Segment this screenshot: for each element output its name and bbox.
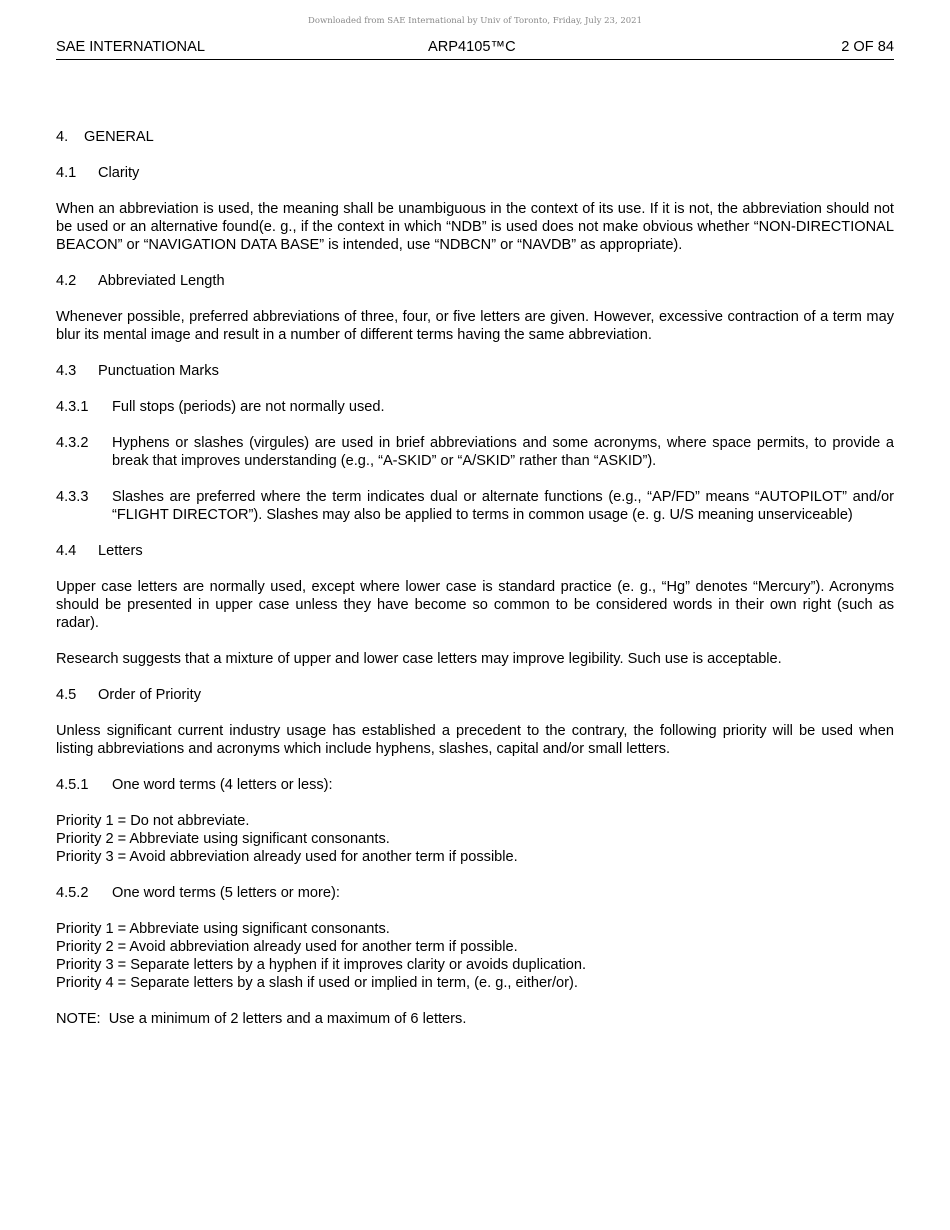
subsection-4-5-1 [56, 776, 894, 794]
section-heading-4-2 [56, 272, 894, 290]
subsection-4-5-2 [56, 884, 894, 902]
priority-item: Priority 2 = Avoid abbreviation already used for another term if possible. [56, 939, 518, 955]
section-number: 4. [56, 129, 69, 145]
note-letter-count: NOTE: Use a minimum of 2 letters and a maximum of 6 letters. [56, 1011, 467, 1027]
priority-item: Priority 3 = Avoid abbreviation already used for another term if possible. [56, 849, 518, 865]
paragraph-letters-legibility: Research suggests that a mixture of upper and lower case letters may improve legibility. Such use is acceptable. [56, 651, 782, 667]
section-number: 4.4 [56, 543, 77, 559]
page-header [56, 38, 894, 60]
section-number: 4.5 [56, 687, 77, 703]
subsection-4-3-3 [56, 488, 894, 524]
section-heading-4-3 [56, 362, 894, 380]
section-title: Abbreviated Length [98, 273, 225, 289]
document-body [56, 128, 894, 1046]
subsection-text: Hyphens or slashes (virgules) are used in brief abbreviations and some acronyms, where space permits, to provide a break that improves understanding (e.g., “A-SKID” or “A/SKID” rather than “ASKID”). [112, 435, 894, 469]
header-organization: SAE INTERNATIONAL [56, 39, 205, 55]
priority-item: Priority 2 = Abbreviate using significant consonants. [56, 831, 390, 847]
section-title: Letters [98, 543, 143, 559]
priority-item: Priority 3 = Separate letters by a hyphen if it improves clarity or avoids duplication. [56, 957, 587, 973]
section-heading-4 [56, 128, 894, 146]
subsection-number: 4.5.1 [56, 777, 89, 793]
priority-item: Priority 1 = Abbreviate using significant consonants. [56, 921, 390, 937]
priority-list-short-terms [56, 812, 894, 866]
paragraph-order-of-priority: Unless significant current industry usage has established a precedent to the contrary, the following priority will be used when listing abbreviations and acronyms which include hyphens, slashes, capital and/or small letters. [56, 723, 894, 757]
section-heading-4-1 [56, 164, 894, 182]
priority-list-long-terms [56, 920, 894, 992]
subsection-text: One word terms (4 letters or less): [112, 777, 333, 793]
header-page-number: 2 OF 84 [841, 39, 894, 55]
paragraph-clarity: When an abbreviation is used, the meaning shall be unambiguous in the context of its use. If it is not, the abbreviation should not be used or an alternative found(e. g., if the context in which “NDB” is used does not make obvious whether “NON-DIRECTIONAL BEACON” or “NAVIGATION DATA BASE” is intended, use “NDBCN” or “NAVDB” as appropriate). [56, 201, 894, 253]
paragraph-abbreviated-length: Whenever possible, preferred abbreviations of three, four, or five letters are given. However, excessive contraction of a term may blur its mental image and result in a number of different terms having the same abbreviation. [56, 309, 894, 343]
header-document-id: ARP4105™C [428, 39, 516, 55]
section-title: Clarity [98, 165, 140, 181]
priority-item: Priority 4 = Separate letters by a slash if used or implied in term, (e. g., either/or). [56, 975, 578, 991]
subsection-number: 4.3.3 [56, 489, 89, 505]
section-heading-4-5 [56, 686, 894, 704]
subsection-text: Slashes are preferred where the term indicates dual or alternate functions (e.g., “AP/FD” means “AUTOPILOT” and/or “FLIGHT DIRECTOR”). Slashes may also be applied to terms in common usage (e. g. U/S meaning unserviceable) [112, 489, 894, 523]
subsection-text: Full stops (periods) are not normally used. [112, 399, 385, 415]
section-number: 4.3 [56, 363, 77, 379]
download-watermark: Downloaded from SAE International by Univ of Toronto, Friday, July 23, 2021 [308, 16, 642, 26]
section-title: Order of Priority [98, 687, 201, 703]
subsection-number: 4.3.1 [56, 399, 89, 415]
section-title: Punctuation Marks [98, 363, 219, 379]
subsection-number: 4.5.2 [56, 885, 89, 901]
section-number: 4.2 [56, 273, 77, 289]
section-title: GENERAL [84, 129, 154, 145]
priority-item: Priority 1 = Do not abbreviate. [56, 813, 250, 829]
section-number: 4.1 [56, 165, 77, 181]
subsection-4-3-2 [56, 434, 894, 470]
subsection-text: One word terms (5 letters or more): [112, 885, 340, 901]
paragraph-letters-case: Upper case letters are normally used, except where lower case is standard practice (e. g., “Hg” denotes “Mercury”). Acronyms should be presented in upper case unless they have become so common to be considered words in their own right (such as radar). [56, 579, 894, 631]
section-heading-4-4 [56, 542, 894, 560]
subsection-number: 4.3.2 [56, 435, 89, 451]
subsection-4-3-1 [56, 398, 894, 416]
